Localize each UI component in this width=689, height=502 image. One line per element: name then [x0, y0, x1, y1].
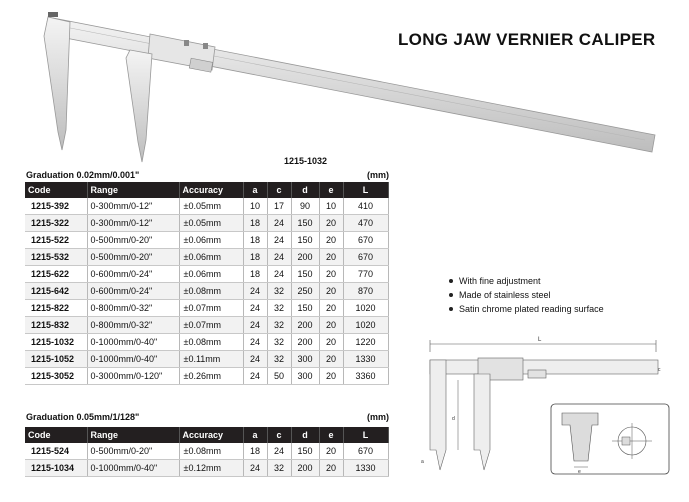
table-cell: 32	[267, 334, 291, 351]
table-cell: 18	[243, 249, 267, 266]
table-cell: 1020	[343, 317, 388, 334]
table-cell: 20	[319, 334, 343, 351]
table-cell: 0-800mm/0-32"	[87, 300, 179, 317]
table-cell: 10	[319, 198, 343, 215]
table-row	[25, 300, 388, 317]
table-cell: 20	[319, 317, 343, 334]
caliper-photo	[0, 0, 689, 170]
table-cell: 20	[319, 232, 343, 249]
dim-label-L: L	[538, 337, 542, 343]
table-cell: 3360	[343, 368, 388, 385]
code-cell: 1215-522	[25, 232, 87, 249]
dim-label-c: c	[658, 367, 661, 373]
table-cell: 150	[291, 266, 319, 283]
table-cell: 24	[243, 317, 267, 334]
dim-label-e: e	[578, 469, 581, 475]
table-cell: 24	[243, 351, 267, 368]
table-row	[25, 283, 388, 300]
code-cell: 1215-392	[25, 198, 87, 215]
table-cell: 32	[267, 283, 291, 300]
dim-label-a: a	[421, 459, 424, 465]
table-cell: 150	[291, 215, 319, 232]
table-cell: 670	[343, 443, 388, 460]
column-header: L	[343, 427, 388, 443]
column-header: Code	[25, 182, 87, 198]
column-header: c	[267, 427, 291, 443]
code-cell: 1215-3052	[25, 368, 87, 385]
table-cell: 24	[243, 283, 267, 300]
table-cell: 0-500mm/0-20"	[87, 249, 179, 266]
code-cell: 1215-1034	[25, 460, 87, 477]
table-cell: ±0.08mm	[179, 283, 243, 300]
table-cell: ±0.07mm	[179, 317, 243, 334]
column-header: c	[267, 182, 291, 198]
table-cell: ±0.26mm	[179, 368, 243, 385]
table-cell: 0-1000mm/0-40"	[87, 334, 179, 351]
column-header: Range	[87, 182, 179, 198]
table-cell: 870	[343, 283, 388, 300]
table-cell: 24	[243, 368, 267, 385]
table-cell: 24	[267, 232, 291, 249]
table-cell: 250	[291, 283, 319, 300]
table-cell: 24	[267, 249, 291, 266]
table-cell: 24	[267, 443, 291, 460]
table-cell: 1330	[343, 351, 388, 368]
table-cell: 20	[319, 283, 343, 300]
table-cell: 18	[243, 443, 267, 460]
table-cell: 10	[243, 198, 267, 215]
table-cell: 0-500mm/0-20"	[87, 232, 179, 249]
feature-item: With fine adjustment	[447, 274, 604, 288]
table-cell: 24	[243, 300, 267, 317]
code-cell: 1215-322	[25, 215, 87, 232]
code-cell: 1215-622	[25, 266, 87, 283]
table-cell: ±0.05mm	[179, 215, 243, 232]
column-header: d	[291, 427, 319, 443]
table-cell: 20	[319, 443, 343, 460]
column-header: e	[319, 427, 343, 443]
table-cell: 200	[291, 460, 319, 477]
table-cell: 0-600mm/0-24"	[87, 266, 179, 283]
table-cell: 300	[291, 368, 319, 385]
table-cell: 20	[319, 266, 343, 283]
table-cell: 200	[291, 249, 319, 266]
column-header: e	[319, 182, 343, 198]
table-cell: 0-500mm/0-20"	[87, 443, 179, 460]
table-cell: 0-3000mm/0-120"	[87, 368, 179, 385]
dim-label-d: d	[452, 416, 455, 422]
table-cell: 770	[343, 266, 388, 283]
model-label: 1215-1032	[284, 156, 328, 166]
table-cell: 150	[291, 232, 319, 249]
table-header-row	[25, 427, 388, 443]
table-cell: 300	[291, 351, 319, 368]
code-cell: 1215-832	[25, 317, 87, 334]
page-title: LONG JAW VERNIER CALIPER	[398, 30, 656, 49]
table-cell: ±0.08mm	[179, 443, 243, 460]
unit-label-2: (mm)	[367, 412, 389, 422]
table-cell: ±0.11mm	[179, 351, 243, 368]
table-cell: 200	[291, 317, 319, 334]
table-cell: ±0.12mm	[179, 460, 243, 477]
feature-item: Made of stainless steel	[447, 288, 604, 302]
table-cell: 32	[267, 300, 291, 317]
table-cell: 32	[267, 351, 291, 368]
table-cell: 470	[343, 215, 388, 232]
table-row	[25, 334, 388, 351]
table-cell: ±0.07mm	[179, 300, 243, 317]
table-cell: 90	[291, 198, 319, 215]
graduation-label-1: Graduation 0.02mm/0.001"	[26, 170, 140, 180]
table-row	[25, 266, 388, 283]
table-row	[25, 249, 388, 266]
table-cell: 410	[343, 198, 388, 215]
spec-table-2	[25, 427, 389, 477]
code-cell: 1215-1032	[25, 334, 87, 351]
spec-table-1	[25, 182, 389, 385]
table-cell: 20	[319, 351, 343, 368]
column-header: d	[291, 182, 319, 198]
table-cell: 0-1000mm/0-40"	[87, 351, 179, 368]
table-cell: ±0.06mm	[179, 266, 243, 283]
table-cell: 150	[291, 300, 319, 317]
table-row	[25, 351, 388, 368]
table-cell: 32	[267, 317, 291, 334]
table-cell: 20	[319, 460, 343, 477]
table-cell: 18	[243, 215, 267, 232]
table-cell: 0-600mm/0-24"	[87, 283, 179, 300]
table-cell: ±0.06mm	[179, 249, 243, 266]
column-header: Accuracy	[179, 182, 243, 198]
column-header: Code	[25, 427, 87, 443]
table-cell: 18	[243, 266, 267, 283]
table-cell: 18	[243, 232, 267, 249]
table-cell: 32	[267, 460, 291, 477]
feature-list	[447, 274, 604, 316]
table-cell: 0-300mm/0-12"	[87, 215, 179, 232]
table-cell: ±0.06mm	[179, 232, 243, 249]
feature-item: Satin chrome plated reading surface	[447, 302, 604, 316]
table-cell: 24	[243, 334, 267, 351]
table-row	[25, 317, 388, 334]
code-cell: 1215-1052	[25, 351, 87, 368]
table-cell: 200	[291, 334, 319, 351]
table-cell: 0-1000mm/0-40"	[87, 460, 179, 477]
table-cell: 150	[291, 443, 319, 460]
graduation-label-2: Graduation 0.05mm/1/128"	[26, 412, 140, 422]
table-cell: 24	[267, 266, 291, 283]
code-cell: 1215-642	[25, 283, 87, 300]
table-cell: 1330	[343, 460, 388, 477]
table-cell: ±0.08mm	[179, 334, 243, 351]
table-cell: 1020	[343, 300, 388, 317]
table-cell: 20	[319, 368, 343, 385]
code-cell: 1215-532	[25, 249, 87, 266]
code-cell: 1215-524	[25, 443, 87, 460]
jaw-detail-drawing	[550, 403, 670, 475]
table-header-row	[25, 182, 388, 198]
table-cell: 50	[267, 368, 291, 385]
column-header: a	[243, 182, 267, 198]
table-row	[25, 368, 388, 385]
table-cell: 17	[267, 198, 291, 215]
table-cell: 24	[243, 460, 267, 477]
table-cell: 20	[319, 215, 343, 232]
table-cell: 20	[319, 249, 343, 266]
table-cell: 670	[343, 249, 388, 266]
table-row	[25, 460, 388, 477]
table-cell: 24	[267, 215, 291, 232]
column-header: Range	[87, 427, 179, 443]
column-header: L	[343, 182, 388, 198]
table-cell: 1220	[343, 334, 388, 351]
table-row	[25, 198, 388, 215]
table-row	[25, 232, 388, 249]
table-row	[25, 215, 388, 232]
table-cell: ±0.05mm	[179, 198, 243, 215]
table-cell: 0-800mm/0-32"	[87, 317, 179, 334]
column-header: a	[243, 427, 267, 443]
table-cell: 0-300mm/0-12"	[87, 198, 179, 215]
table-cell: 670	[343, 232, 388, 249]
table-cell: 20	[319, 300, 343, 317]
code-cell: 1215-822	[25, 300, 87, 317]
table-row	[25, 443, 388, 460]
unit-label-1: (mm)	[367, 170, 389, 180]
column-header: Accuracy	[179, 427, 243, 443]
